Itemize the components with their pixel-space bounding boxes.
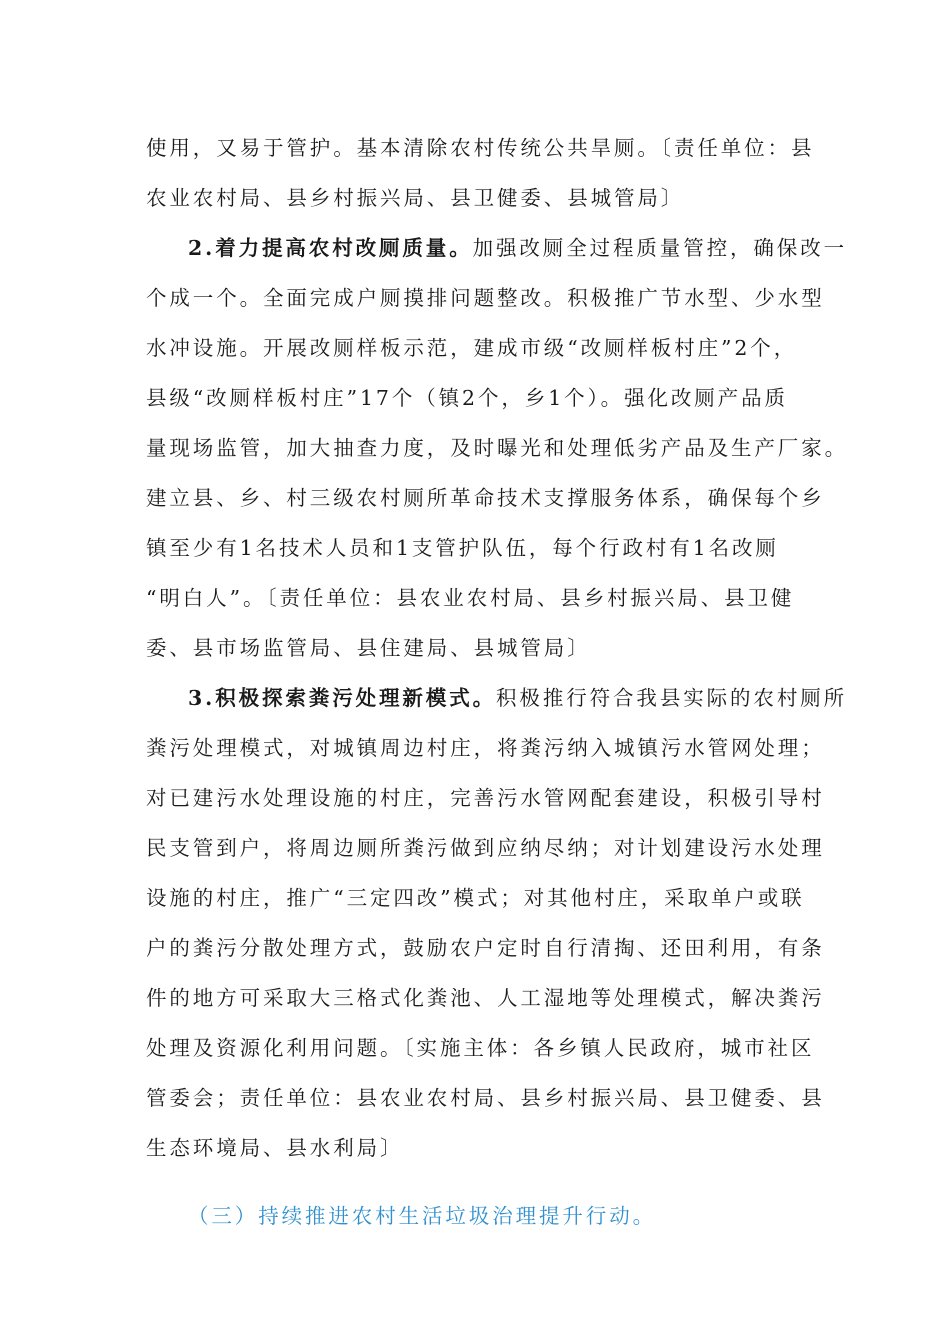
paragraph-toilet-renovation-end [146,123,815,223]
text-line: 粪污处理模式，对城镇周边村庄，将粪污纳入城镇污水管网处理； [146,736,825,760]
text-line: 处理及资源化利用问题。〔实施主体：各乡镇人民政府，城市社区 [146,1036,815,1060]
section-heading: （三）持续推进农村生活垃圾治理提升行动。 [188,1204,656,1228]
text-line: 生态环境局、县水利局〕 [146,1136,404,1160]
text-line: 量现场监管，加大抽查力度，及时曝光和处理低劣产品及生产厂家。 [146,436,848,460]
text-line: 民支管到户，将周边厕所粪污做到应纳尽纳；对计划建设污水处理 [146,836,825,860]
text-line: 对已建污水处理设施的村庄，完善污水管网配套建设，积极引导村 [146,786,825,810]
text-line: 设施的村庄，推广“三定四改”模式；对其他村庄，采取单户或联 [146,886,805,910]
text-line: 水冲设施。开展改厕样板示范，建成市级“改厕样板村庄”2个， [146,336,798,360]
text-line: 使用，又易于管护。基本清除农村传统公共旱厕。〔责任单位：县 [146,136,815,160]
text-line: 个成一个。全面完成户厕摸排问题整改。积极推广节水型、少水型 [146,286,825,310]
paragraph-heading: 3.积极探索粪污处理新模式。 [188,686,497,710]
text-line: 农业农村局、县乡村振兴局、县卫健委、县城管局〕 [146,186,685,210]
text-line: 县级“改厕样板村庄”17个（镇2个，乡1个）。强化改厕产品质 [146,386,788,410]
paragraph-toilet-quality [146,223,848,673]
document-body [146,123,848,1241]
text-line: 件的地方可采取大三格式化粪池、人工湿地等处理模式，解决粪污 [146,986,825,1010]
text-line: 镇至少有1名技术人员和1支管护队伍，每个行政村有1名改厕 [146,536,779,560]
text-line: “明白人”。〔责任单位：县农业农村局、县乡村振兴局、县卫健 [146,586,795,610]
text-line: 管委会；责任单位：县农业农村局、县乡村振兴局、县卫健委、县 [146,1086,825,1110]
text-line: 建立县、乡、村三级农村厕所革命技术支撑服务体系，确保每个乡 [146,486,825,510]
paragraph-first-line [146,223,848,273]
paragraph-sewage-treatment [146,673,848,1173]
text-line: 委、县市场监管局、县住建局、县城管局〕 [146,636,591,660]
paragraph-heading: 2.着力提高农村改厕质量。 [188,236,473,260]
paragraph-first-line [146,673,848,723]
paragraph-first-line-text: 积极推行符合我县实际的农村厕所 [496,686,848,710]
paragraph-first-line-text: 加强改厕全过程质量管控，确保改一 [472,236,848,260]
text-line: 户的粪污分散处理方式，鼓励农户定时自行清掏、还田利用，有条 [146,936,825,960]
